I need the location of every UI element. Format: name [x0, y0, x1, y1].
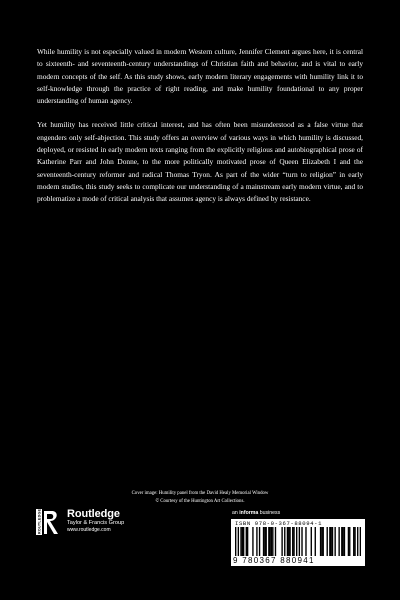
- barcode-bar: [293, 527, 294, 556]
- barcode-bar: [240, 527, 241, 556]
- publisher-url: www.routledge.com: [67, 527, 111, 533]
- barcode-bar: [341, 527, 342, 556]
- barcode-bar: [315, 527, 316, 556]
- barcode-bar: [287, 527, 288, 556]
- barcode-bar: [256, 527, 257, 556]
- barcode-bar: [296, 527, 297, 556]
- barcode-bar: [263, 527, 264, 556]
- barcode-bar: [299, 527, 300, 556]
- barcode-bar: [264, 527, 265, 556]
- publisher-block: [35, 508, 124, 536]
- barcode-bar: [281, 527, 282, 556]
- barcode-bar: [272, 527, 273, 556]
- barcode-bar: [311, 527, 312, 556]
- barcode-bar: [329, 527, 330, 556]
- cover-credit-line: Cover image: Humility panel from the David Healy Memorial Window: [131, 491, 269, 496]
- informa-brand: informa: [239, 510, 259, 516]
- barcode-bar: [342, 527, 343, 556]
- barcode-bar: [242, 527, 243, 556]
- barcode-bars-icon: [235, 527, 361, 556]
- barcode-bar: [289, 527, 290, 556]
- barcode-bar: [243, 527, 244, 556]
- barcode-bar: [247, 527, 248, 556]
- copyright-credit-line: © Courtesy of the Huntington Art Collections.: [155, 499, 245, 504]
- isbn-label: ISBN 978-0-367-88094-1: [235, 520, 323, 527]
- barcode-bar: [238, 527, 239, 556]
- barcode-bar: [305, 527, 306, 556]
- barcode-bar: [252, 527, 253, 556]
- barcode-bar: [349, 527, 350, 556]
- barcode-bar: [348, 527, 349, 556]
- barcode-bar: [266, 527, 267, 556]
- barcode-bar: [288, 527, 289, 556]
- barcode-bar: [292, 527, 293, 556]
- publisher-group: Taylor & Francis Group: [67, 520, 125, 526]
- barcode-bar: [246, 527, 247, 556]
- barcode-bar: [344, 527, 345, 556]
- barcode-bar: [357, 527, 358, 556]
- informa-suffix: business: [259, 510, 281, 516]
- barcode-bar: [259, 527, 260, 556]
- barcode-bar: [334, 527, 335, 556]
- blurb-paragraph-2: Yet humility has received little critical interest, and has often been misunderstood as a false virtue that engenders only self-abjection. This study offers an overview of various ways in which humility is discussed, deployed, or resisted in early modern texts ranging from the explicitly religious and autobiographical prose of Katherine Parr and John Donne, to the more politically motivated prose of Queen Elizabeth I and the seventeenth-century reformer and radical Thomas Tryon. As part of the wider “turn to religion” in early modern studies, this study seeks to complicate our understanding of a mainstream early modern virtue, and to problematize a mode of critical analysis that assumes agency is always defined by resistance.: [37, 120, 363, 204]
- routledge-logo-icon: [35, 508, 61, 536]
- barcode-bar: [269, 527, 270, 556]
- barcode-bar: [338, 527, 339, 556]
- informa-tagline: [232, 510, 280, 516]
- barcode-bar: [332, 527, 333, 556]
- barcode-bar: [323, 527, 324, 556]
- publisher-name: Routledge: [67, 508, 120, 520]
- barcode-bar: [360, 527, 361, 556]
- barcode-bar: [235, 527, 236, 556]
- barcode-bar: [320, 527, 321, 556]
- barcode-bar: [330, 527, 331, 556]
- barcode-bar: [275, 527, 276, 556]
- back-cover-blurb: [37, 46, 363, 218]
- barcode-bar: [327, 527, 328, 556]
- logo-vertical-text: ROUTLEDGE: [37, 508, 42, 534]
- cover-image-credits: [0, 490, 400, 506]
- isbn-barcode: [231, 519, 365, 566]
- informa-prefix: an: [232, 510, 238, 516]
- blurb-paragraph-1: While humility is not especially valued in modern Western culture, Jennifer Clement argues here, it is central to sixteenth- and seventeenth-century understandings of Christian faith and behavior, and is vital to early modern concepts of the self. As this study shows, early modern literary engagements with humility link it to self-knowledge through the practice of right reading, and make humility foundational to any proper understanding of human agency.: [37, 47, 363, 106]
- barcode-bar: [271, 527, 272, 556]
- barcode-bar: [301, 527, 302, 556]
- barcode-bar: [354, 527, 355, 556]
- barcode-bar: [268, 527, 269, 556]
- barcode-digits: 9 780367 880941: [233, 556, 315, 565]
- barcode-bar: [284, 527, 285, 556]
- barcode-bar: [353, 527, 354, 556]
- barcode-bar: [321, 527, 322, 556]
